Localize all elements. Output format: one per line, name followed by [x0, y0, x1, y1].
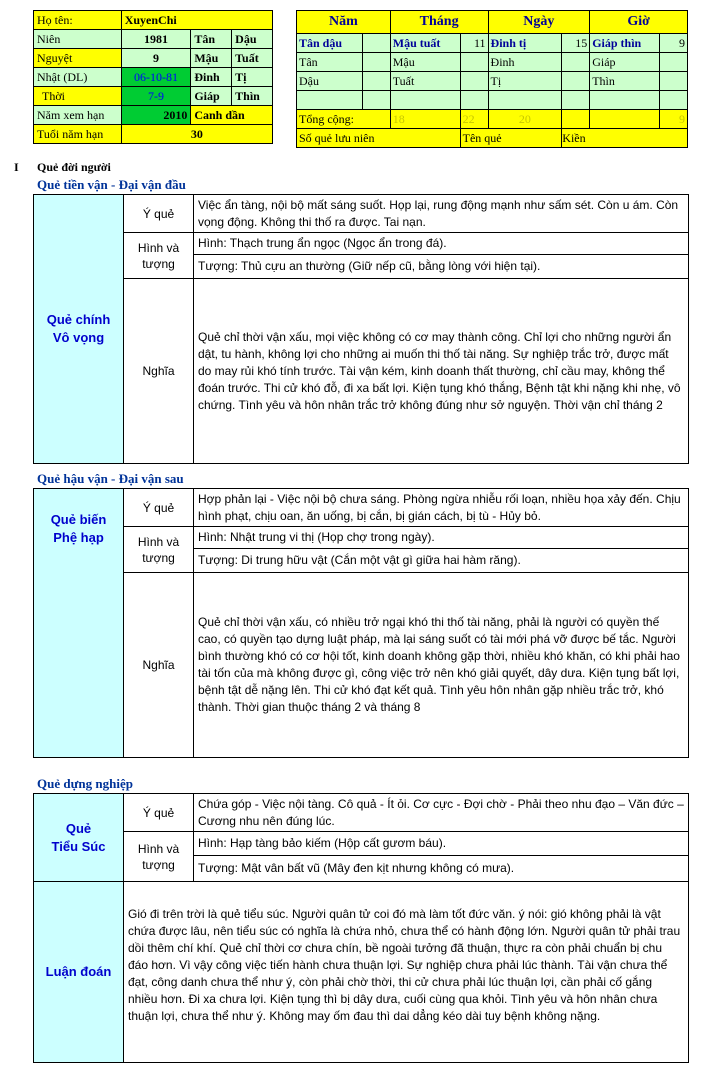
tien-van-hinh-label: Hình và tượng	[124, 233, 194, 279]
ho-ten-label: Họ tên:	[34, 11, 122, 30]
nhat-value: 06-10-81	[121, 68, 191, 87]
hau-van-y-que: Hợp phản lại - Việc nội bộ chưa sáng. Phòng ngừa nhiễu rối loạn, nhiều họa xảy đến. Chịu hình phạt, chịu oan, ăn uống, bị cắn, bị gián cách, bị tù - Hủy bỏ.	[194, 489, 688, 527]
dung-nghiep-name: Quẻ Tiểu Súc	[34, 794, 124, 882]
row1-nam-name: Tân dậu	[297, 34, 363, 53]
row1-nam-num	[362, 34, 390, 53]
section-title: Quẻ đời người	[37, 160, 111, 174]
tong-cong-nam: 18	[390, 110, 460, 129]
tien-van-y-que-label: Ý quẻ	[124, 195, 194, 233]
row1-thang-name: Mậu tuất	[390, 34, 460, 53]
row3-thang: Tuất	[390, 72, 460, 91]
tien-van-name: Quẻ chính Vô vọng	[34, 195, 124, 463]
birth-info-table	[33, 10, 273, 144]
hau-van-hinh: Hình: Nhật trung vi thị (Họp chợ trong ngày).	[194, 527, 688, 549]
header-thang: Tháng	[390, 11, 488, 34]
hau-van-nghia-label: Nghĩa	[124, 573, 194, 757]
header-gio: Giờ	[590, 11, 688, 34]
tien-van-tuong: Tượng: Thủ cựu an thường (Giữ nếp cũ, bằng lòng với hiện tại).	[194, 255, 688, 279]
dung-nghiep-block	[33, 793, 689, 1063]
so-que-label: Số quẻ lưu niên	[297, 129, 461, 148]
header-nam: Năm	[297, 11, 391, 34]
ho-ten-value: XuyenChi	[121, 11, 272, 30]
row3-gio: Thìn	[590, 72, 660, 91]
dung-nghiep-y-que-label: Ý quẻ	[124, 794, 194, 832]
tong-cong-thang: 22	[460, 110, 488, 129]
hau-van-name: Quẻ biến Phệ hạp	[34, 489, 124, 757]
nhat-chi: Tị	[232, 68, 273, 87]
row1-thang-num: 11	[460, 34, 488, 53]
dung-nghiep-luan: Gió đi trên trời là quẻ tiểu súc. Người quân tử coi đó mà làm tốt đức văn. ý nói: gió không phải là vật chứa được lâu, nên tiểu súc có nghĩa là chứa nhỏ, chưa thể có hành động lớn. Người quân tử phải trau dồi thêm chí khí. Quẻ chỉ thời cơ chưa chín, bề ngoài tưởng đã thuận, thực ra còn phải chuẩn bị chu đáo hơn. Vì vậy công việc tiến hành chưa thuận lợi. Sự nghiệp chưa phải lúc thành. Tài vận chưa thể đạt, công danh chưa thể như ý, còn phải chờ thời, thi cử chưa phải lúc thuận lợi, cần phải cố gắng nhiều hơn. Đi xa chưa lợi. Kiện tụng thì bị dây dưa, cuối cùng qua khỏi. Tình yêu và hôn nhân chưa thuận lợi, chưa thể như ý. Không may ốm đau thì dai dẳng kéo dài tuy bệnh không nặng.	[128, 907, 681, 1023]
dung-nghiep-y-que: Chứa góp - Việc nội tàng. Cô quả - Ít ỏi. Cơ cực - Đợi chờ - Phải theo nhu đạo – Văn đức – Cương nhu nên đúng lúc.	[194, 794, 688, 832]
tien-van-nghia-label: Nghĩa	[124, 279, 194, 463]
dung-nghiep-luan-label: Luận đoán	[34, 882, 124, 1062]
tien-van-block	[33, 194, 689, 464]
dung-nghiep-hinh-label: Hình và tượng	[124, 832, 194, 882]
dung-nghiep-tuong: Tượng: Mật vân bất vũ (Mây đen kịt nhưng không có mưa).	[194, 856, 688, 882]
nien-label: Niên	[34, 30, 122, 49]
can-chi-grid	[296, 10, 688, 148]
nguyet-label: Nguyệt	[34, 49, 122, 68]
nam-xem-value: 2010	[121, 106, 191, 125]
nien-value: 1981	[121, 30, 191, 49]
tien-van-nghia: Quẻ chỉ thời vận xấu, mọi việc không có cơ may thành công. Chỉ lợi cho những người ẩn dật, tu hành, không lợi cho những ai muốn thi thố tài năng. Sự nghiệp trắc trở, được mất do may rủi khó tính trước. Tài vận kém, kinh doanh thất thường, chỉ cầu may, không thể đoán trước. Thi cử khó đỗ, đi xa bất lợi. Kiện tụng khó thắng, Bệnh tật khi nặng khi nhẹ, vô chứng. Tình yêu và hôn nhân trắc trở không đúng như sở nguyện. Thời vận chỉ tháng 2	[198, 329, 681, 412]
hau-van-hinh-label: Hình và tượng	[124, 527, 194, 573]
row1-gio-name: Giáp thìn	[590, 34, 660, 53]
thoi-label: Thời	[34, 87, 122, 106]
row1-ngay-num: 15	[562, 34, 590, 53]
hau-van-title: Quẻ hậu vận - Đại vận sau	[37, 471, 184, 486]
hau-van-y-que-label: Ý quẻ	[124, 489, 194, 527]
tong-cong-gio: 9	[660, 110, 688, 129]
row2-ngay: Đinh	[488, 53, 562, 72]
ten-que-value: Kiền	[562, 129, 688, 148]
row2-thang: Mậu	[390, 53, 460, 72]
nien-chi: Dậu	[232, 30, 273, 49]
tong-cong-ngay: 20	[488, 110, 562, 129]
nien-can: Tân	[191, 30, 232, 49]
row1-gio-num: 9	[660, 34, 688, 53]
nhat-can: Đinh	[191, 68, 232, 87]
row1-ngay-name: Đinh tị	[488, 34, 562, 53]
nguyet-can: Mậu	[191, 49, 232, 68]
tien-van-y-que: Việc ẩn tàng, nội bộ mất sáng suốt. Họp lại, rung động mạnh như sấm sét. Còn u ám. Còn vọng động. Không thi thố ra được. Tai nạn.	[194, 195, 688, 233]
nguyet-chi: Tuất	[232, 49, 273, 68]
hau-van-block	[33, 488, 689, 758]
nguyet-value: 9	[121, 49, 191, 68]
hau-van-nghia: Quẻ chỉ thời vận xấu, có nhiều trở ngại khó thi thố tài năng, phải là người có quyền thế cao, có quyền tạo dựng luật pháp, mà lại sáng suốt có tài mới phá vỡ được bế tắc. Người bình thường khó có cơ hội tốt, kinh doanh không gặp thời, nhiều khó khăn, có khi phải hao tài tốn của mà không được gì, công việc trở nên khó giải quyết, dây dưa. Kiện tụng bất lợi, bệnh tật dễ nặng lên. Thi cử khó đạt kết quả. Tình yêu hôn nhân gặp nhiều trắc trở, khó thành. Thời gian thuộc tháng 2 và tháng 8	[198, 615, 680, 714]
thoi-can: Giáp	[191, 87, 232, 106]
tien-van-title: Quẻ tiền vận - Đại vận đầu	[37, 177, 186, 192]
row2-gio: Giáp	[590, 53, 660, 72]
header-ngay: Ngày	[488, 11, 590, 34]
nhat-label: Nhật (DL)	[34, 68, 122, 87]
row3-nam: Dậu	[297, 72, 363, 91]
section-roman: I	[14, 160, 19, 174]
dung-nghiep-hinh: Hình: Hạp tàng bảo kiếm (Hộp cất gươm báu).	[194, 832, 688, 856]
hau-van-tuong: Tượng: Di trung hữu vật (Cắn một vật gì giữa hai hàm răng).	[194, 549, 688, 573]
ten-que-label: Tên quẻ	[460, 129, 562, 148]
dung-nghiep-title: Quẻ dựng nghiệp	[37, 776, 133, 791]
tuoi-label: Tuổi năm hạn	[34, 125, 122, 144]
nam-xem-label: Năm xem hạn	[34, 106, 122, 125]
tong-cong-label: Tổng cộng:	[297, 110, 391, 129]
row2-nam: Tân	[297, 53, 363, 72]
tuoi-value: 30	[121, 125, 272, 144]
thoi-value: 7-9	[121, 87, 191, 106]
row3-ngay: Tị	[488, 72, 562, 91]
thoi-chi: Thìn	[232, 87, 273, 106]
tien-van-hinh: Hình: Thạch trung ẩn ngọc (Ngọc ẩn trong đá).	[194, 233, 688, 255]
nam-xem-can-chi: Canh dần	[191, 106, 273, 125]
